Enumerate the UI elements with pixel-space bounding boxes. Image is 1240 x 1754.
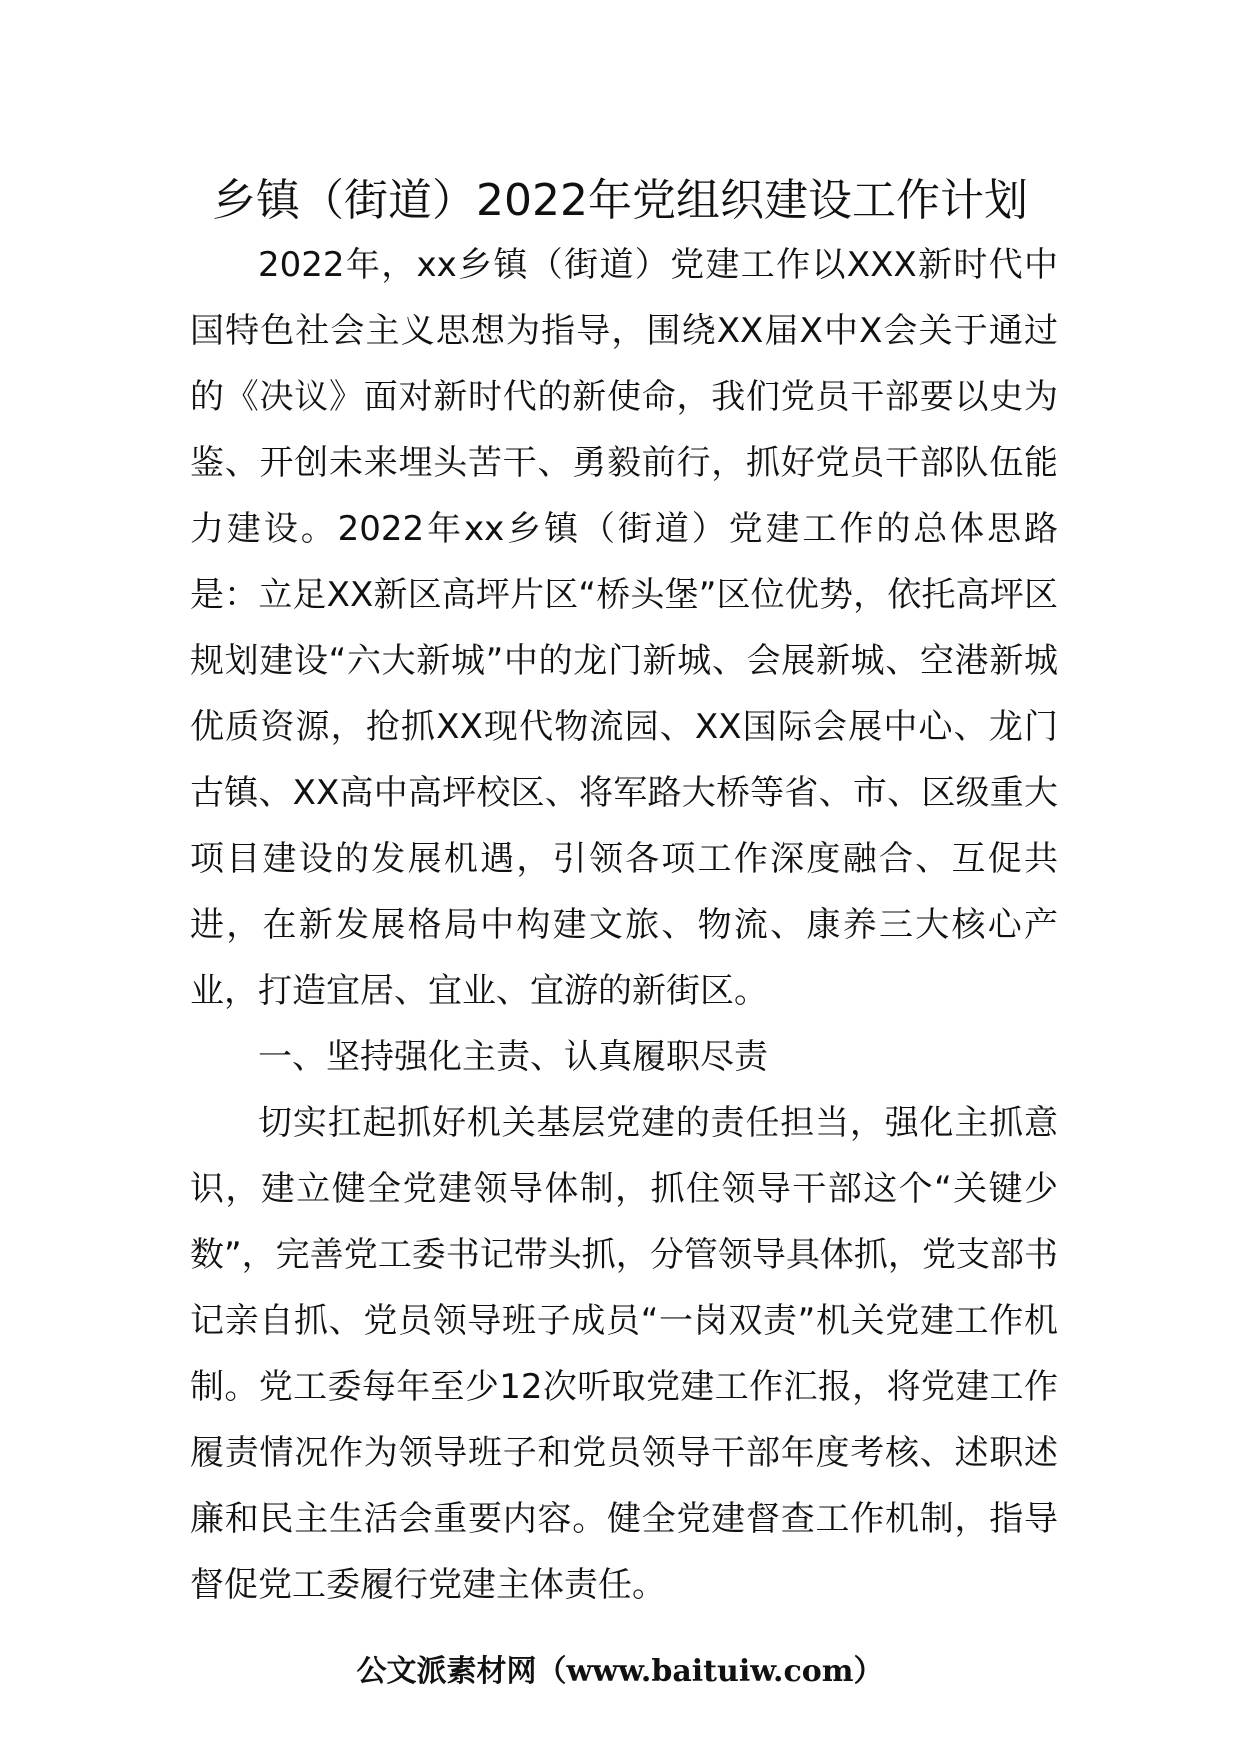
- document-title: 乡镇（街道）2022年党组织建设工作计划: [212, 175, 1028, 226]
- section-heading: 一、坚持强化主责、认真履职尽责: [258, 1037, 768, 1077]
- intro-paragraph: 2022年，xx乡镇（街道）党建工作以XXX新时代中国特色社会主义思想为指导，围绕XX届X中X会关于通过的《决议》面对新时代的新使命，我们党员干部要以史为鉴、开创未来埋头苦干、勇毅前行，抓好党员干部队伍能力建设。2022年xx乡镇（街道）党建工作的总体思路是：立足XX新区高坪片区“桥头堡”区位优势，依托高坪区规划建设“六大新城”中的龙门新城、会展新城、空港新城优质资源，抢抓XX现代物流园、XX国际会展中心、龙门古镇、XX高中高坪校区、将军路大桥等省、市、区级重大项目建设的发展机遇，引领各项工作深度融合、互促共进，在新发展格局中构建文旅、物流、康养三大核心产业，打造宜居、宜业、宜游的新街区。: [190, 245, 1058, 1011]
- document-body: [190, 232, 1058, 1618]
- footer-watermark: 公文派素材网（www.baituiw.com）: [356, 1654, 884, 1689]
- section-paragraph: 切实扛起抓好机关基层党建的责任担当，强化主抓意识，建立健全党建领导体制，抓住领导干部这个“关键少数”，完善党工委书记带头抓，分管领导具体抓，党支部书记亲自抓、党员领导班子成员“一岗双责”机关党建工作机制。党工委每年至少12次听取党建工作汇报，将党建工作履责情况作为领导班子和党员领导干部年度考核、述职述廉和民主生活会重要内容。健全党建督查工作机制，指导督促党工委履行党建主体责任。: [190, 1103, 1058, 1605]
